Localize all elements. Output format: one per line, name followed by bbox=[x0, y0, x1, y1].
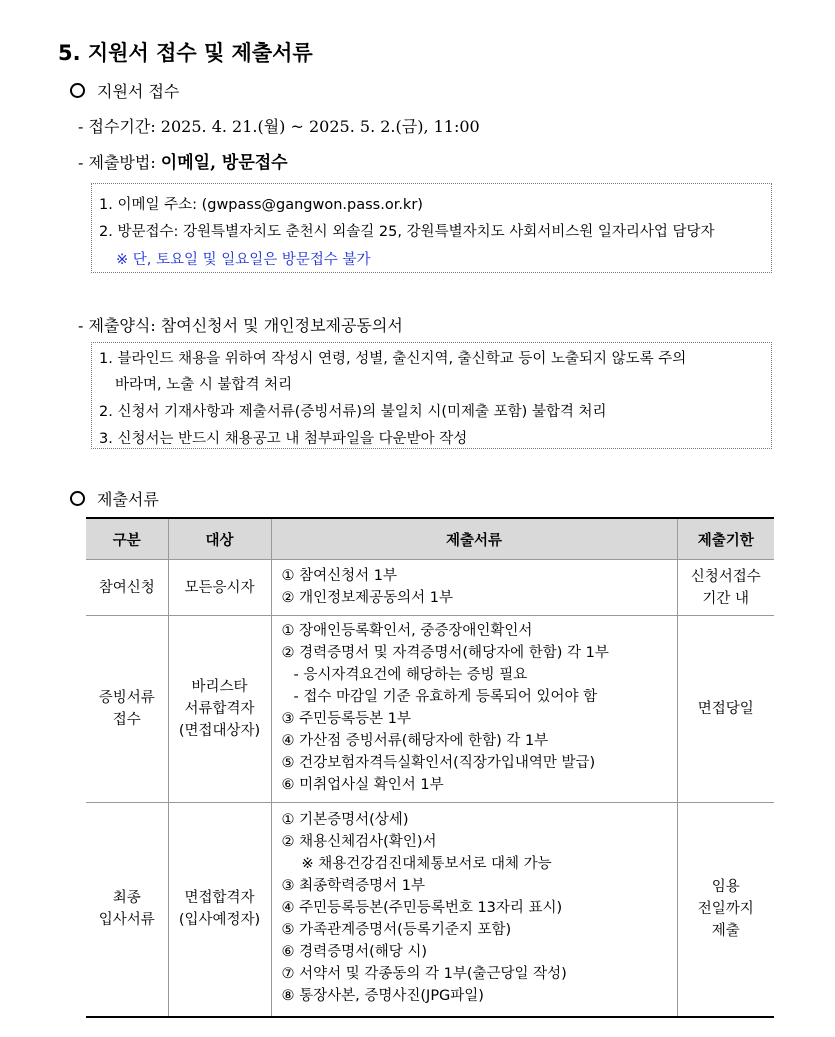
method-box-line-2: 2. 방문접수: 강원특별자치도 춘천시 외솔길 25, 강원특별자치도 사회서비스원 일자리사업 담당자 bbox=[99, 224, 715, 240]
documents-table bbox=[86, 517, 774, 1018]
method-box-note: ※ 단, 토요일 및 일요일은 방문접수 불가 bbox=[116, 252, 371, 268]
method-label: - 제출방법: bbox=[78, 153, 161, 172]
method-value: 이메일, 방문접수 bbox=[160, 153, 288, 173]
row2-category: 증빙서류 접수 bbox=[86, 616, 168, 803]
period-line bbox=[78, 114, 480, 137]
row1-target: 모든응시자 bbox=[168, 560, 271, 616]
circle-bullet-icon bbox=[70, 83, 85, 98]
form-box-line-1a: 1. 블라인드 채용을 위하여 작성시 연령, 성별, 출신지역, 출신학교 등이 노출되지 않도록 주의 bbox=[99, 351, 687, 367]
period-label: - 접수기간: bbox=[78, 117, 161, 136]
row2-deadline: 면접당일 bbox=[677, 616, 774, 803]
row1-category: 참여신청 bbox=[86, 560, 168, 616]
form-box-line-3: 3. 신청서는 반드시 채용공고 내 첨부파일을 다운받아 작성 bbox=[99, 431, 468, 447]
circle-bullet-icon bbox=[70, 491, 85, 506]
row1-docs: ① 참여신청서 1부 ② 개인정보제공동의서 1부 bbox=[271, 560, 677, 616]
row2-target: 바리스타 서류합격자 (면접대상자) bbox=[168, 616, 271, 803]
table-header-row bbox=[86, 518, 774, 560]
header-deadline: 제출기한 bbox=[677, 518, 774, 560]
row3-category: 최종 입사서류 bbox=[86, 803, 168, 1017]
subsection-heading-text: 제출서류 bbox=[97, 490, 159, 509]
form-line: - 제출양식: 참여신청서 및 개인정보제공동의서 bbox=[78, 316, 403, 335]
header-category: 구분 bbox=[86, 518, 168, 560]
period-value: 2025. 4. 21.(월) ~ 2025. 5. 2.(금), 11:00 bbox=[160, 117, 480, 136]
method-info-box bbox=[91, 183, 772, 273]
table-row bbox=[86, 560, 774, 616]
table-row bbox=[86, 616, 774, 803]
method-line bbox=[78, 148, 288, 173]
subsection-heading-documents bbox=[70, 487, 159, 510]
row2-docs: ① 장애인등록확인서, 중증장애인확인서 ② 경력증명서 및 자격증명서(해당자에 한함) 각 1부 - 응시자격요건에 해당하는 증빙 필요 - 접수 마감일 기준 유효하게 등록되어 있어야 함 ③ 주민등록등본 1부 ④ 가산점 증빙서류(해당자에 한함) 각 1부 ⑤ 건강보험자격득실확인서(직장가입내역만 발급) ⑥ 미취업사실 확인서 1부 bbox=[271, 616, 677, 803]
row3-deadline: 임용 전일까지 제출 bbox=[677, 803, 774, 1017]
header-documents: 제출서류 bbox=[271, 518, 677, 560]
subsection-heading-application bbox=[70, 79, 179, 102]
row3-docs: ① 기본증명서(상세) ② 채용신체검사(확인)서 ※ 채용건강검진대체통보서로 대체 가능 ③ 최종학력증명서 1부 ④ 주민등록등본(주민등록번호 13자리 표시) ⑤ 가족관계증명서(등록기준지 포함) ⑥ 경력증명서(해당 시) ⑦ 서약서 및 각종동의 각 1부(출근당일 작성) ⑧ 통장사본, 증명사진(JPG파일) bbox=[271, 803, 677, 1017]
form-box-line-1b: 바라며, 노출 시 불합격 처리 bbox=[115, 377, 293, 393]
subsection-heading-text: 지원서 접수 bbox=[97, 82, 180, 101]
method-box-line-1: 1. 이메일 주소: (gwpass@gangwon.pass.or.kr) bbox=[99, 197, 423, 213]
header-target: 대상 bbox=[168, 518, 271, 560]
section-title: 5. 지원서 접수 및 제출서류 bbox=[58, 41, 313, 65]
row3-target: 면접합격자 (입사예정자) bbox=[168, 803, 271, 1017]
table-row bbox=[86, 803, 774, 1017]
form-info-box bbox=[91, 342, 772, 449]
form-box-line-2: 2. 신청서 기재사항과 제출서류(증빙서류)의 불일치 시(미제출 포함) 불합격 처리 bbox=[99, 404, 607, 420]
row1-deadline: 신청서접수 기간 내 bbox=[677, 560, 774, 616]
